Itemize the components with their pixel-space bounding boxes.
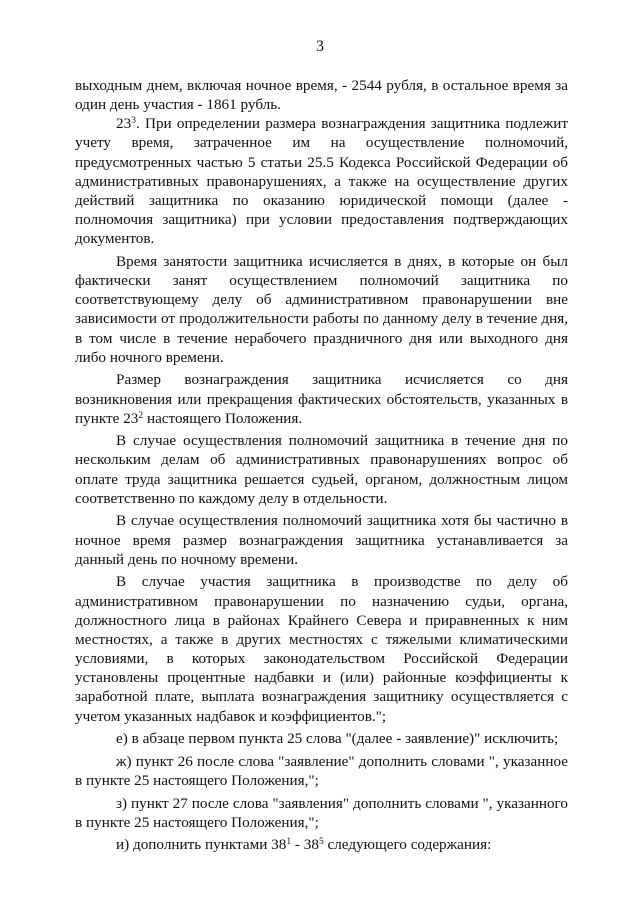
paragraph-fee-calculation [75,370,568,427]
amendment-text: и) дополнить пунктами 38 [116,836,287,854]
paragraph-text: Размер вознаграждения защитника исчисляется со дня возникновения или прекращения фактических обстоятельств, указанных в пункте 23 [75,371,568,427]
amendment-text-end: следующего содержания: [323,836,492,854]
clause-superscript: 3 [131,116,136,127]
reference-superscript: 1 [286,837,292,848]
amendment-e: е) в абзаце первом пункта 25 слова "(далее - заявление)" исключить; [116,730,559,748]
clause-number: 23 [116,115,132,133]
clause-text: . При определении размера вознаграждения защитника подлежит учету время, затраченное им на осуществление полномочий, предусмотренных частью 5 статьи 25.5 Кодекса Российской Федерации об административных правонарушениях, а также на осуществление других действий защитника по оказанию юридической помощи (далее - полномочия защитника) при условии предоставления подтверждающих документов. [75,115,568,248]
paragraph-fee-continuation: выходным днем, включая ночное время, - 2544 рубля, в остальное время за один день участия - 1861 рубль. [75,77,568,114]
amendment-z: з) пункт 27 после слова "заявления" дополнить словами ", указанного в пункте 25 настоящего Положения,"; [75,794,568,831]
paragraph-far-north: В случае участия защитника в производстве по делу об административном правонарушении по назначению судьи, органа, должностного лица в районах Крайнего Севера и приравненных к ним местностях, а также в других местностях с тяжелыми климатическими условиями, в которых законодательством Российской Федерации установлены процентные надбавки и (или) районные коэффициенты к заработной плате, выплата вознаграждения защитнику осуществляется с учетом указанных надбавок и коэффициентов."; [75,573,568,725]
paragraph-23-3 [75,114,568,248]
paragraph-night-time: В случае осуществления полномочий защитника хотя бы частично в ночное время размер вознаграждения защитника устанавливается за данный день по ночному времени. [75,512,568,568]
paragraph-multiple-cases: В случае осуществления полномочий защитника в течение дня по нескольким делам об административных правонарушениях вопрос об оплате труда защитника решается судьей, органом, должностным лицом соответственно по каждому делу в отдельности. [75,432,568,507]
amendment-i [75,835,568,854]
amendment-zh: ж) пункт 26 после слова "заявление" дополнить словами ", указанное в пункте 25 настоящего Положения,"; [75,752,568,789]
document-body [75,76,568,855]
amendment-range-dash: - 38 [291,836,319,854]
paragraph-text-end: настоящего Положения. [143,409,303,427]
page-number: 3 [316,38,324,55]
reference-superscript-end: 5 [318,837,324,848]
paragraph-time-of-employment: Время занятости защитника исчисляется в днях, в которые он был фактически занят осуществлением полномочий защитника по соответствующему делу об административном правонарушении вне зависимости от продолжительности работы по данному делу в течение дня, в том числе в течение нерабочего праздничного дня или выходного дня либо ночного времени. [75,252,568,366]
reference-superscript: 2 [138,410,144,421]
